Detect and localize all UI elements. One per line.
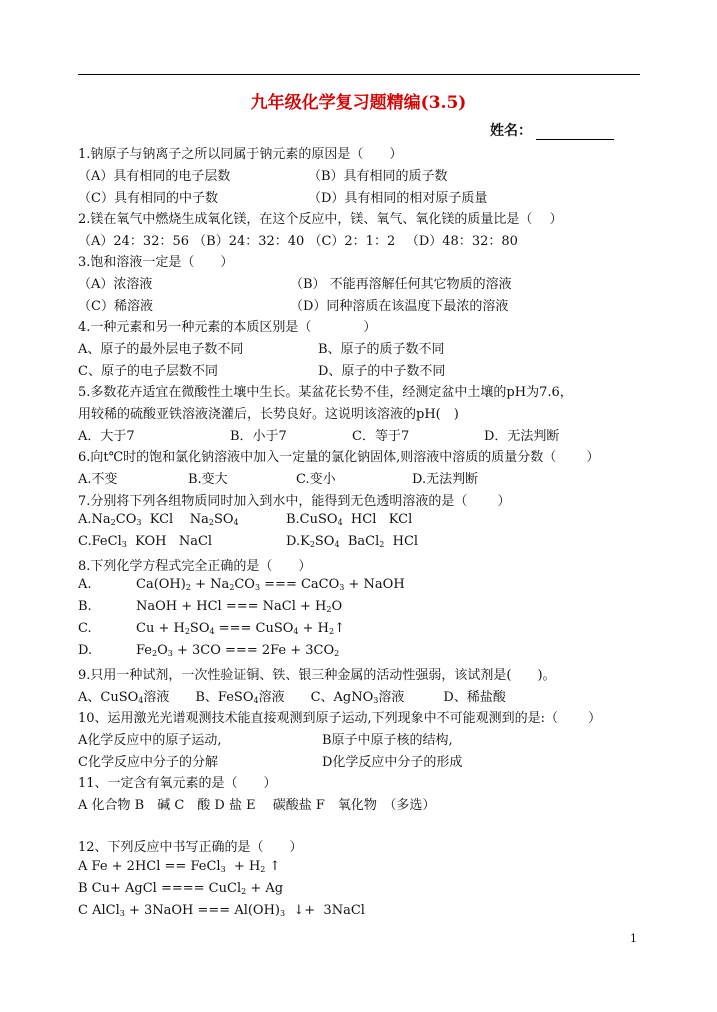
name-label: 姓名： <box>490 123 532 139</box>
q3-option-b: （B） 不能再溶解任何其它物质的溶液 <box>290 277 512 292</box>
q10-option-d: D化学反应中分子的形成 <box>322 755 463 770</box>
header-rule <box>78 74 640 75</box>
q7-option-a: $A.Na_2CO_3$ KCl $Na_2SO_4$ <box>78 512 239 527</box>
q1-option-d: （D）具有相同的相对原子质量 <box>308 191 488 206</box>
q3-stem: 3.饱和溶液一定是（ ） <box>78 255 234 270</box>
q8-option-c: $Cu + H_2SO_4$ === CuSO$_4$ + $H_2↑$ <box>136 621 346 636</box>
q1-option-c: （C）具有相同的中子数 <box>78 191 218 206</box>
q7-option-d: $D.K_2SO_4$ BaCl$_2$ HCl <box>286 534 419 549</box>
q5-option-c: C．等于7 <box>352 429 410 444</box>
q5-option-d: D．无法判断 <box>484 429 560 444</box>
q8-option-a: $Ca(OH)_2 + Na_2CO_3$ === CaCO$_3$ + NaOH <box>136 577 405 592</box>
page-number: 1 <box>630 932 637 945</box>
q9-options: A、CuSO$_4$溶液 B、FeSO$_4$溶液 C、AgNO$_3$溶液 D、稀盐酸 <box>78 690 506 705</box>
q2-stem: 2.镁在氧气中燃烧生成氧化镁，在这个反应中，镁、氧气、氧化镁的质量比是（ ） <box>78 212 563 227</box>
q12-option-c: C AlCl$_3$ + 3NaOH === $Al(OH)_3$ ↓+ 3NaCl <box>78 903 365 918</box>
q6-option-d: D.无法判断 <box>412 472 479 487</box>
q10-option-b: B原子中原子核的结构, <box>322 733 453 748</box>
q4-stem: 4.一种元素和另一种元素的本质区别是（ ） <box>78 320 377 335</box>
q4-option-c: C、原子的电子层数不同 <box>78 364 218 379</box>
q8-option-a-label: A. <box>78 577 92 592</box>
q6-option-b: B.变大 <box>188 472 228 487</box>
q5-option-a: A．大于7 <box>78 429 135 444</box>
name-field <box>490 120 614 140</box>
q7-stem: 7.分别将下列各组物质同时加入到水中，能得到无色透明溶液的是（ ） <box>78 494 511 509</box>
q2-options: （A）24：32：56 （B）24：32：40 （C）2：1：2 （D）48：32：80 <box>78 234 518 249</box>
q10-stem: 10、运用激光光谱观测技术能直接观测到原子运动,下列现象中不可能观测到的是:（ ） <box>78 711 602 726</box>
q6-stem: 6.向t℃时的饱和氯化钠溶液中加入一定量的氯化钠固体,则溶液中溶质的质量分数（ ） <box>78 450 600 465</box>
q12-stem: 12、下列反应中书写正确的是（ ） <box>78 840 303 855</box>
q5-line1: 5.多数花卉适宜在微酸性土壤中生长。某盆花长势不佳，经测定盆中土壤的pH为7.6， <box>78 385 573 400</box>
q1-stem: 1.钠原子与钠离子之所以同属于钠元素的原因是（ ） <box>78 147 403 162</box>
q8-option-c-label: C. <box>78 621 92 636</box>
q4-option-b: B、原子的质子数不同 <box>318 342 445 357</box>
q3-option-c: （C）稀溶液 <box>78 299 153 314</box>
q11-stem: 11、一定含有氧元素的是（ ） <box>78 776 277 791</box>
q5-option-b: B．小于7 <box>230 429 287 444</box>
q4-option-d: D、原子的中子数不同 <box>318 364 446 379</box>
q1-option-a: （A）具有相同的电子层数 <box>78 169 231 184</box>
q4-option-a: A、原子的最外层电子数不同 <box>78 342 244 357</box>
q7-option-c: C.FeCl$_3$ KOH NaCl <box>78 534 213 549</box>
q3-option-a: （A）浓溶液 <box>78 277 153 292</box>
q11-options: A 化合物 B 碱 C 酸 D 盐 E 碳酸盐 F 氧化物 （多选） <box>78 798 436 813</box>
q1-option-b: （B）具有相同的质子数 <box>308 169 448 184</box>
q9-stem: 9.只用一种试剂，一次性验证铜、铁、银三种金属的活动性强弱，该试剂是( )。 <box>78 668 556 683</box>
q5-line2: 用较稀的硫酸亚铁溶液浇灌后，长势良好。这说明该溶液的pH( ) <box>78 407 459 422</box>
q10-option-c: C化学反应中分子的分解 <box>78 755 218 770</box>
q6-option-a: A.不变 <box>78 472 118 487</box>
q8-option-d: $Fe_2O_3 + 3CO$ === $2Fe + 3CO_2$ <box>136 643 340 658</box>
q3-option-d: （D）同种溶质在该温度下最浓的溶液 <box>290 299 509 314</box>
q8-option-b: NaOH + HCl === NaCl + $H_2O$ <box>136 599 343 614</box>
name-blank <box>536 125 614 140</box>
q10-option-a: A化学反应中的原子运动, <box>78 733 222 748</box>
page-title: 九年级化学复习题精编(3.5) <box>250 93 467 113</box>
q8-option-d-label: D. <box>78 643 93 658</box>
q7-option-b: B.CuSO$_4$ HCl KCl <box>286 512 413 527</box>
q12-option-b: B Cu+ AgCl ==== CuCl$_2$ + Ag <box>78 881 284 896</box>
q8-option-b-label: B. <box>78 599 92 614</box>
q12-option-a: A Fe + 2HCl == FeCl$_3$ + $H_2$ ↑ <box>78 859 281 874</box>
q6-option-c: C.变小 <box>296 472 336 487</box>
q8-stem: 8.下列化学方程式完全正确的是（ ） <box>78 559 312 574</box>
